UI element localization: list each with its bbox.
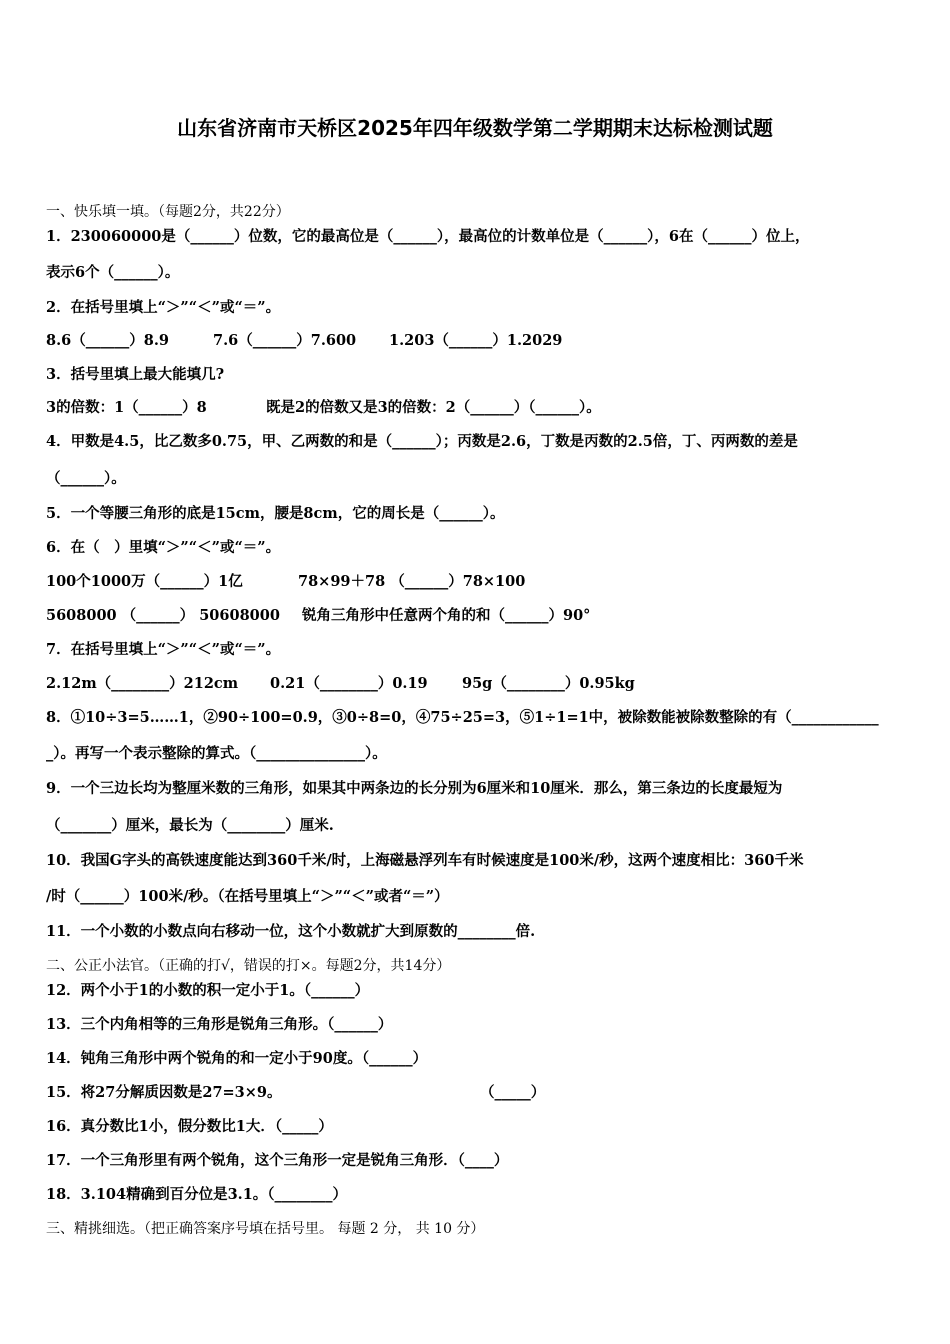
question-6-item-b: 78×99＋78 （______）78×100 xyxy=(298,573,526,590)
question-9-line-2: （_______）厘米，最长为（________）厘米. xyxy=(46,817,334,834)
question-2-item-a: 8.6（______）8.9 xyxy=(46,332,169,349)
question-10-line-1: 10．我国G字头的高铁速度能达到360千米/时，上海磁悬浮列车有时候速度是100米/秒，这两个速度相比：360千米 xyxy=(46,852,804,869)
question-7-stem: 7．在括号里填上“＞”“＜”或“＝”。 xyxy=(46,641,281,658)
question-2-stem: 2．在括号里填上“＞”“＜”或“＝”。 xyxy=(46,299,281,316)
question-4-line-1: 4．甲数是4.5，比乙数多0.75，甲、乙两数的和是（______）；丙数是2.6，丁数是丙数的2.5倍，丁、丙两数的差是 xyxy=(46,433,798,450)
question-3-item-a: 3的倍数：1（______）8 xyxy=(46,399,207,416)
question-8-line-1: 8．①10÷3=5……1，②90÷100=0.9，③0÷8=0，④75÷25=3，⑤1÷1=1中，被除数能被除数整除的有（____________ xyxy=(46,709,879,726)
question-17: 17．一个三角形里有两个锐角，这个三角形一定是锐角三角形．（____） xyxy=(46,1152,509,1169)
page-title: 山东省济南市天桥区2025年四年级数学第二学期期末达标检测试题 xyxy=(177,116,773,140)
question-13: 13．三个内角相等的三角形是锐角三角形。（______） xyxy=(46,1016,393,1033)
question-15-blank: （_____） xyxy=(480,1084,546,1101)
question-16: 16．真分数比1小，假分数比1大．（_____） xyxy=(46,1118,333,1135)
question-2-item-b: 7.6（______）7.600 xyxy=(213,332,357,349)
question-11: 11．一个小数的小数点向右移动一位，这个小数就扩大到原数的________倍. xyxy=(46,923,536,940)
question-3-item-b: 既是2的倍数又是3的倍数：2（______）（______）。 xyxy=(266,399,601,416)
question-6-item-c: 5608000 （______） 50608000 xyxy=(46,607,280,624)
question-2-item-c: 1.203（______）1.2029 xyxy=(389,332,563,349)
question-7-item-c: 95g（________）0.95kg xyxy=(462,675,635,692)
question-1-line-2: 表示6个（______）。 xyxy=(46,264,180,281)
question-6-item-d: 锐角三角形中任意两个角的和（______）90° xyxy=(302,607,591,624)
question-7-item-a: 2.12m（________）212cm xyxy=(46,675,239,692)
question-5: 5．一个等腰三角形的底是15cm，腰是8cm，它的周长是（______）。 xyxy=(46,505,505,522)
section-heading-1: 一、快乐填一填。（每题2分，共22分） xyxy=(46,204,290,220)
question-14: 14．钝角三角形中两个锐角的和一定小于90度。（______） xyxy=(46,1050,428,1067)
section-heading-2: 二、公正小法官。（正确的打√，错误的打×。每题2分，共14分） xyxy=(46,958,451,974)
question-6-item-a: 100个1000万（______）1亿 xyxy=(46,573,243,590)
question-8-line-2: _）。再写一个表示整除的算式。（_______________）。 xyxy=(46,745,387,762)
question-15-text: 15．将27分解质因数是27=3×9。 xyxy=(46,1084,282,1101)
question-10-line-2: /时（______）100米/秒。（在括号里填上“＞”“＜”或者“＝”） xyxy=(46,888,449,905)
section-heading-3: 三、精挑细选。（把正确答案序号填在括号里。 每题 2 分， 共 10 分） xyxy=(46,1221,485,1237)
question-9-line-1: 9．一个三边长均为整厘米数的三角形，如果其中两条边的长分别为6厘米和10厘米．那么，第三条边的长度最短为 xyxy=(46,780,783,797)
question-6-stem: 6．在（ ）里填“＞”“＜”或“＝”。 xyxy=(46,539,281,556)
question-1-line-1: 1．230060000是（______）位数，它的最高位是（______），最高位的计数单位是（______），6在（______）位上， xyxy=(46,228,810,245)
question-7-item-b: 0.21（________）0.19 xyxy=(270,675,428,692)
question-3-stem: 3．括号里填上最大能填几? xyxy=(46,366,225,383)
question-4-line-2: （______）。 xyxy=(46,470,126,487)
question-18: 18．3.104精确到百分位是3.1。（________） xyxy=(46,1186,348,1203)
question-12: 12．两个小于1的小数的积一定小于1。（______） xyxy=(46,982,370,999)
